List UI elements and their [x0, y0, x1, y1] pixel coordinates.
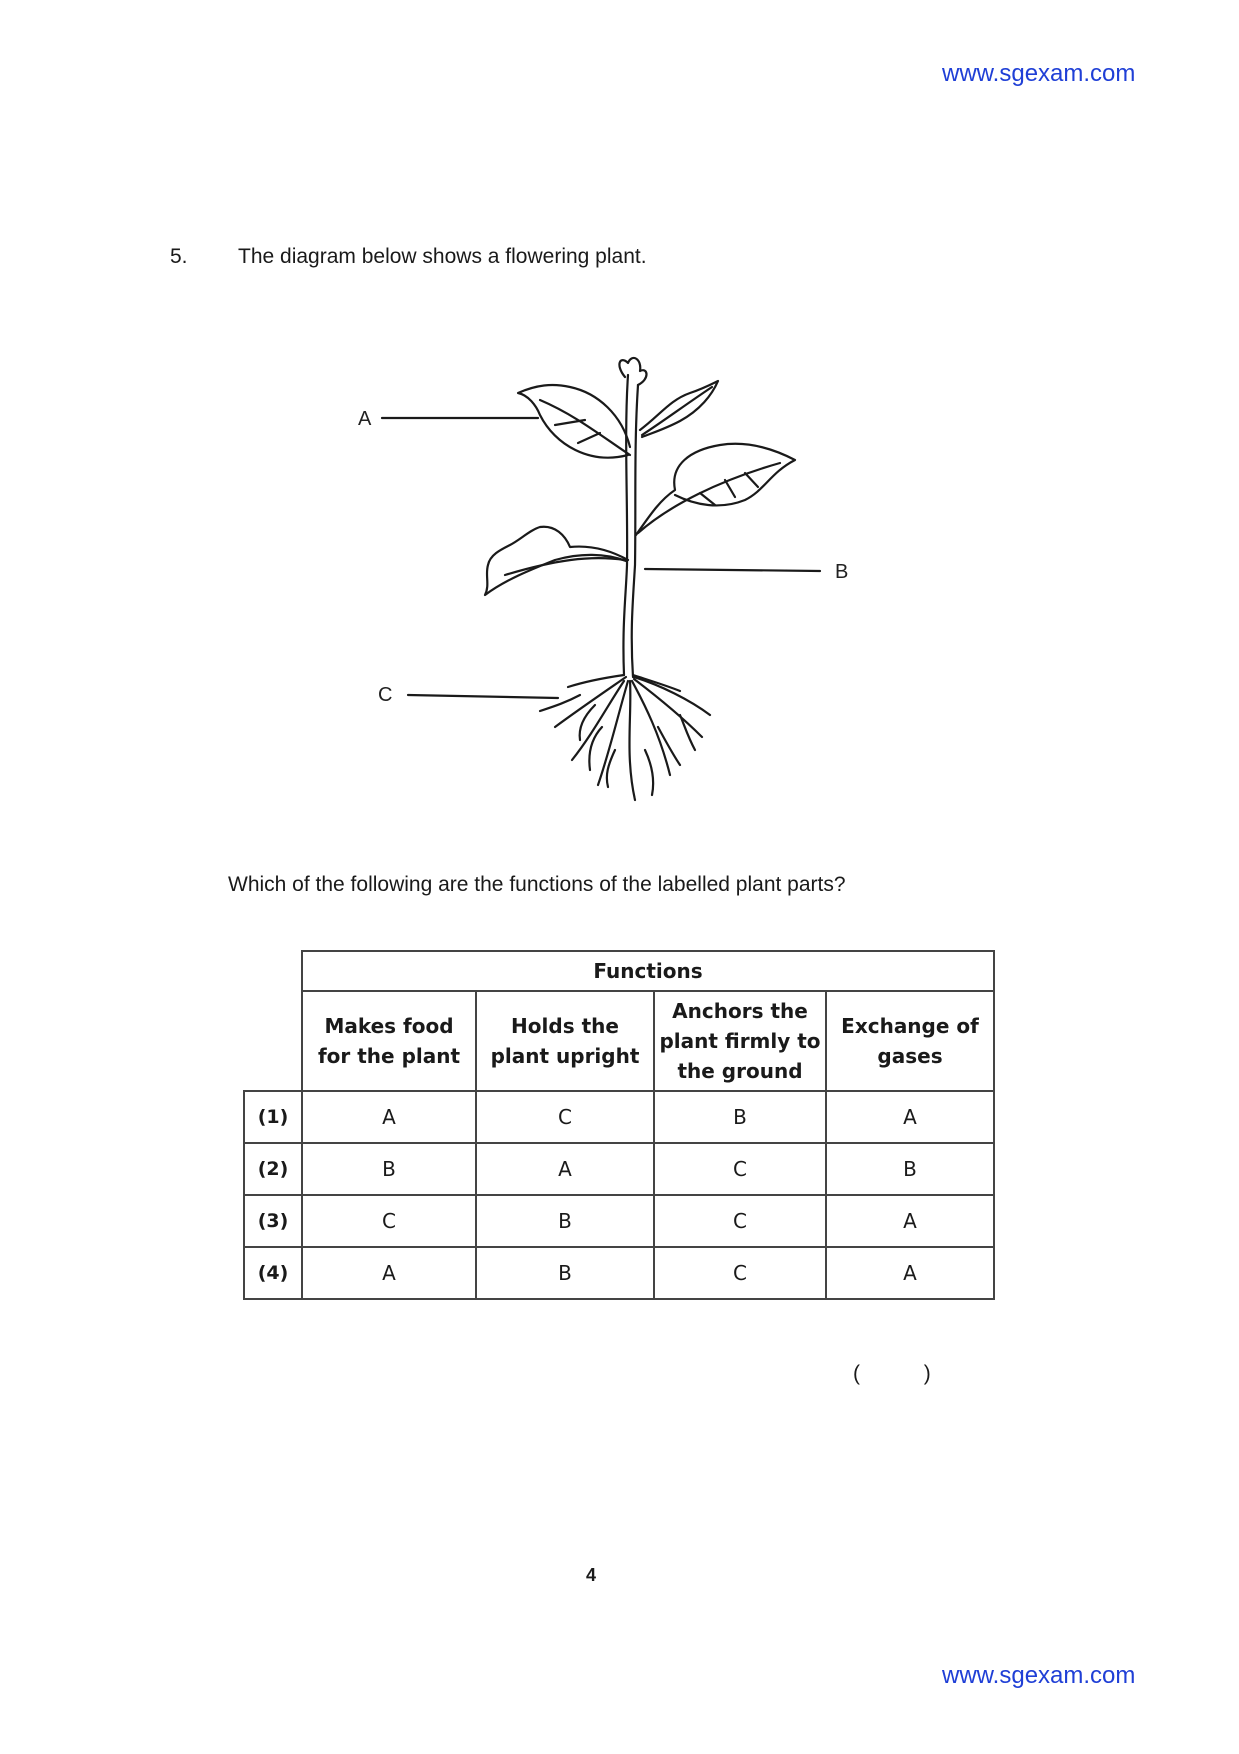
- table-cell: B: [476, 1247, 654, 1299]
- answer-open-bracket: (: [853, 1362, 860, 1385]
- table-cell: B: [826, 1143, 994, 1195]
- table-cell: A: [302, 1091, 476, 1143]
- label-a: A: [358, 408, 372, 430]
- watermark-top: www.sgexam.com: [942, 60, 1136, 87]
- table-cell: C: [654, 1143, 826, 1195]
- table-cell: C: [654, 1247, 826, 1299]
- table-cell: B: [302, 1143, 476, 1195]
- table-cell: A: [476, 1143, 654, 1195]
- table-row: [244, 1247, 994, 1299]
- table-cell: C: [654, 1195, 826, 1247]
- table-row: [244, 1195, 994, 1247]
- page-number: 4: [586, 1565, 597, 1585]
- table-cell: A: [826, 1091, 994, 1143]
- label-c: C: [378, 684, 393, 706]
- flowering-plant-diagram: [340, 355, 1080, 850]
- question-stem: Which of the following are the functions of the labelled plant parts?: [228, 873, 846, 896]
- table-cell: A: [826, 1195, 994, 1247]
- answer-close-bracket: ): [923, 1362, 931, 1385]
- question-text: The diagram below shows a flowering plant.: [238, 245, 647, 268]
- question-number: 5.: [170, 245, 188, 268]
- label-b-line: [645, 569, 820, 571]
- option-label: (1): [244, 1091, 302, 1143]
- column-header-exchange-gases: Exchange of gases: [826, 991, 994, 1091]
- stem: [623, 375, 628, 675]
- options-table: [243, 950, 995, 1300]
- leaf-left: [485, 527, 628, 595]
- option-label: (2): [244, 1143, 302, 1195]
- table-cell: B: [654, 1091, 826, 1143]
- label-b: B: [835, 561, 849, 583]
- table-cell: A: [826, 1247, 994, 1299]
- table-row: [244, 1143, 994, 1195]
- leaf-right: [636, 444, 795, 535]
- column-header-makes-food: Makes food for the plant: [302, 991, 476, 1091]
- functions-header: Functions: [302, 951, 994, 991]
- option-label: (3): [244, 1195, 302, 1247]
- option-label: (4): [244, 1247, 302, 1299]
- table-cell: B: [476, 1195, 654, 1247]
- table-cell: C: [476, 1091, 654, 1143]
- watermark-bottom: www.sgexam.com: [942, 1662, 1136, 1689]
- roots: [540, 675, 710, 800]
- table-cell: A: [302, 1247, 476, 1299]
- answer-brackets[interactable]: [853, 1362, 931, 1386]
- table-row: [244, 1091, 994, 1143]
- table-cell: C: [302, 1195, 476, 1247]
- column-header-anchors: Anchors the plant firmly to the ground: [654, 991, 826, 1091]
- column-header-holds-upright: Holds the plant upright: [476, 991, 654, 1091]
- label-c-line: [408, 695, 558, 698]
